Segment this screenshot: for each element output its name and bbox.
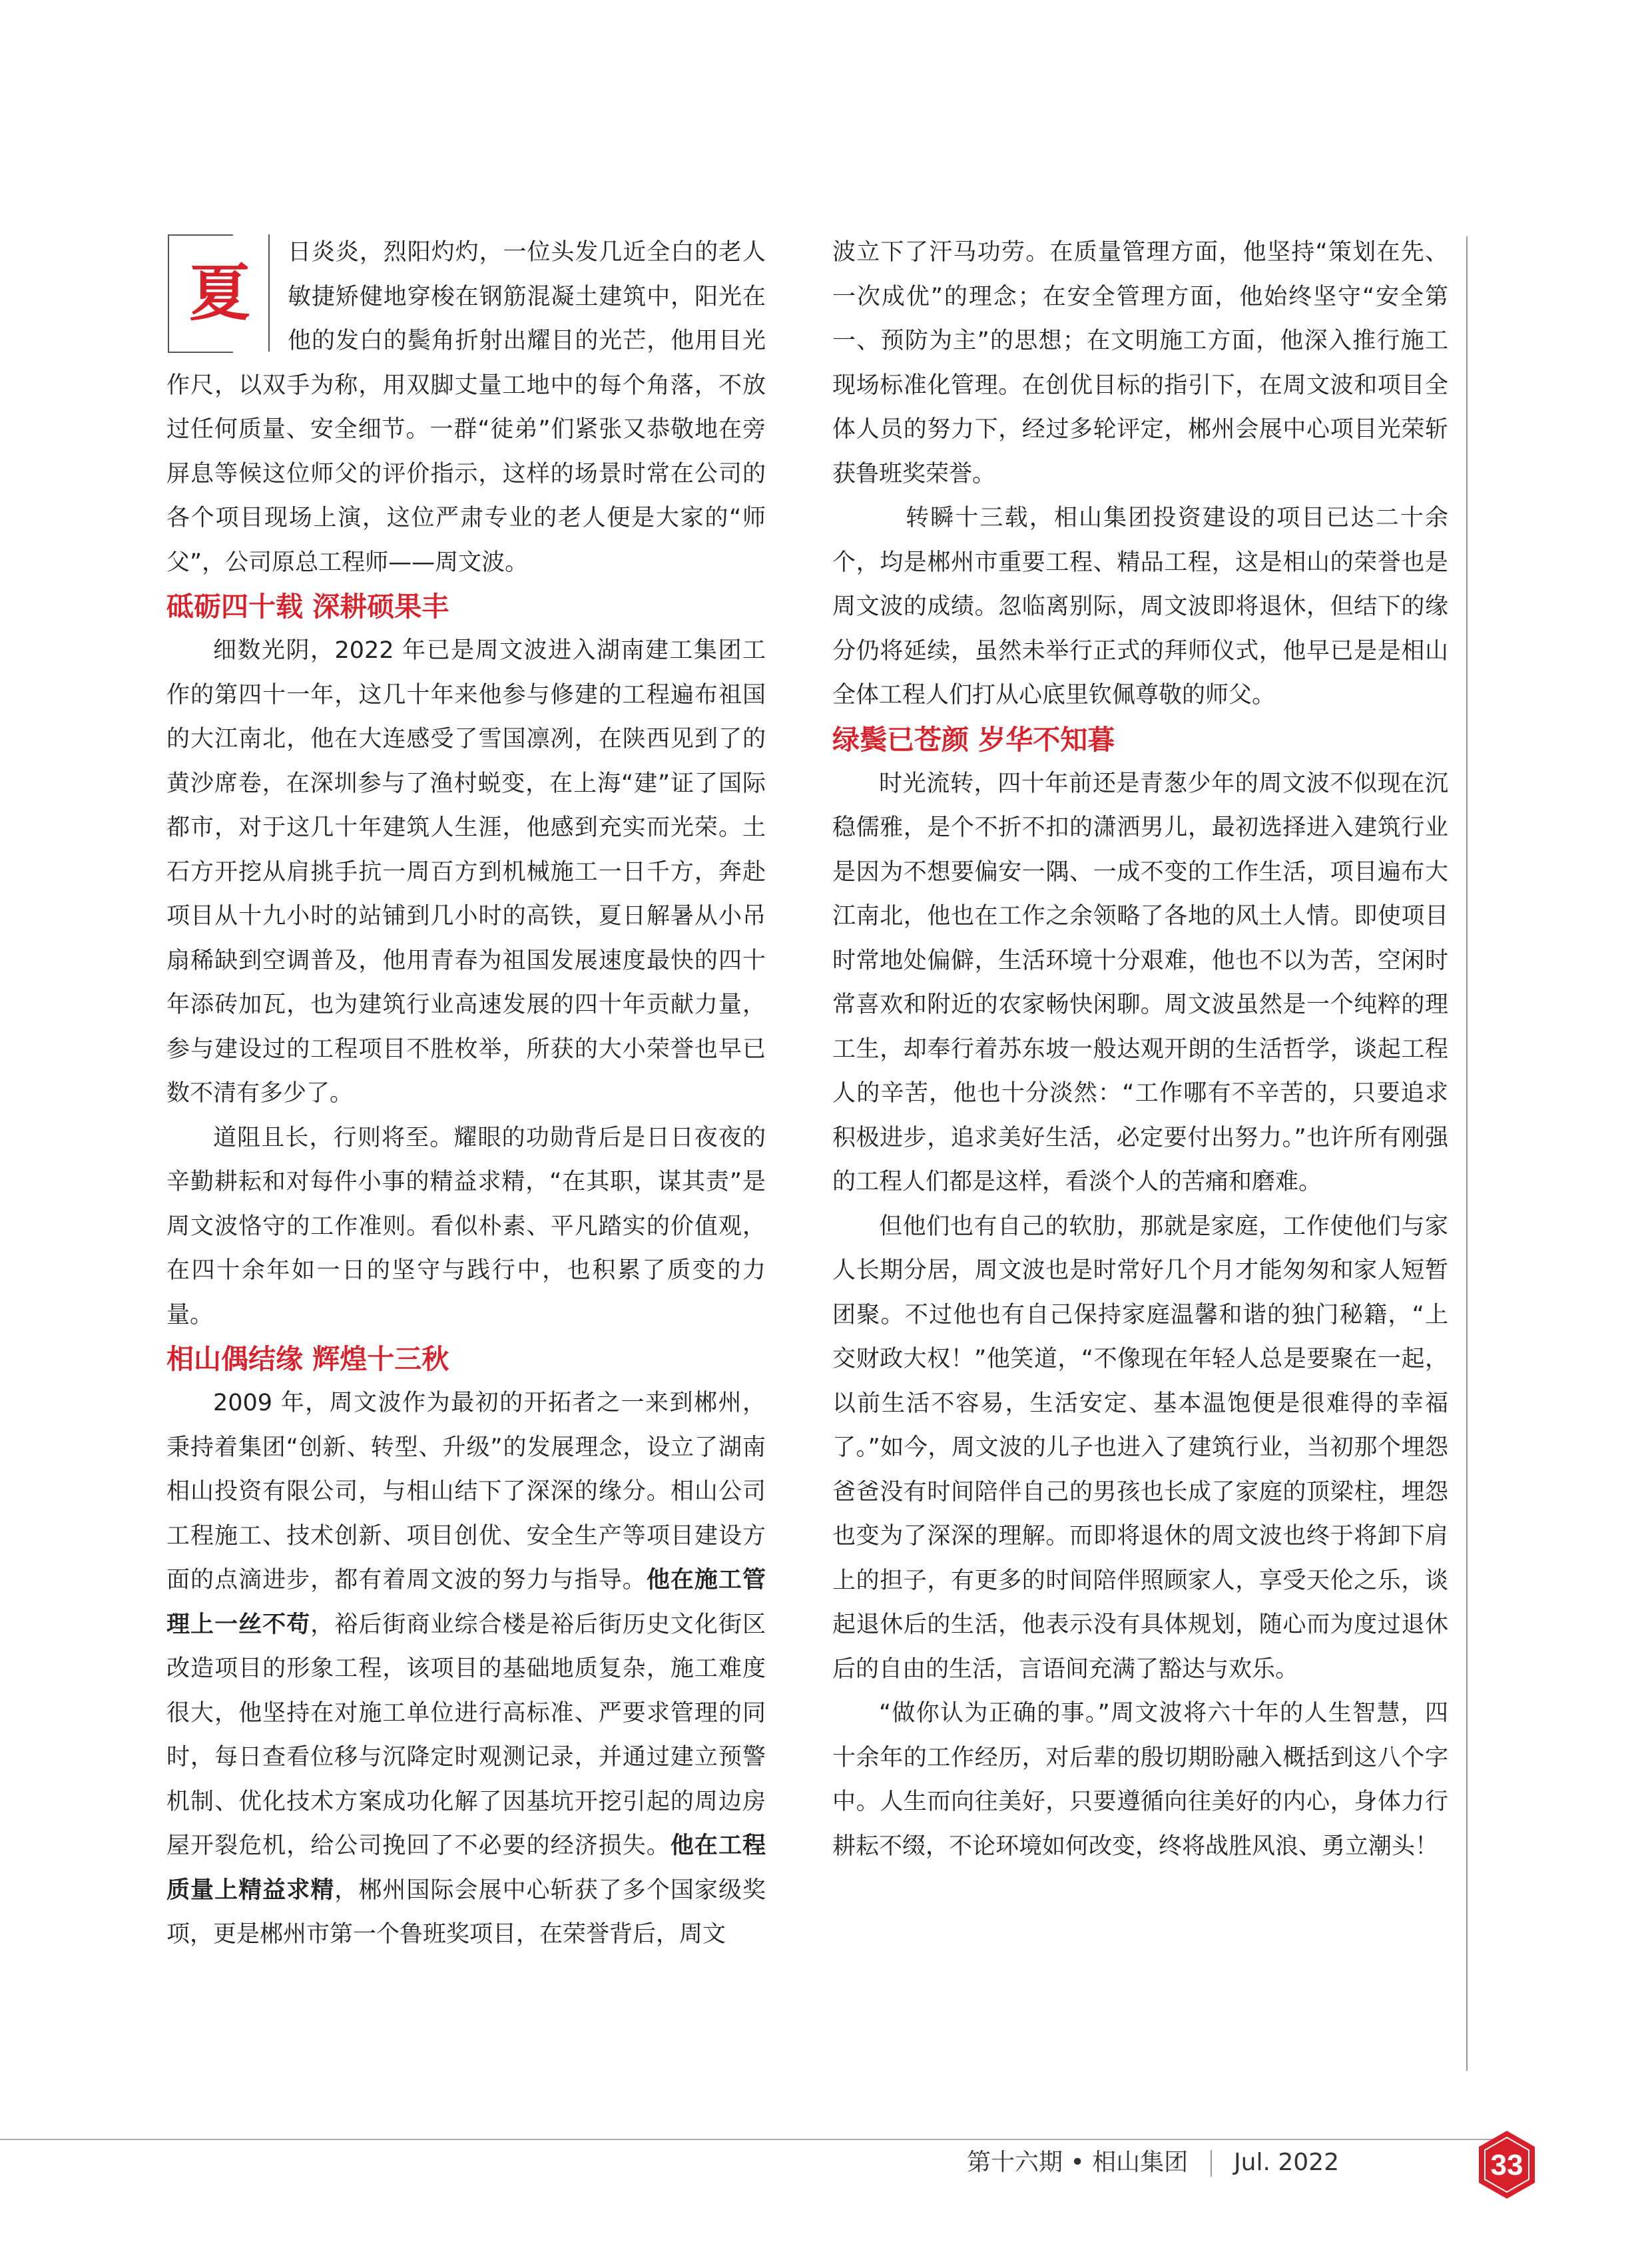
intro-paragraph (166, 230, 766, 585)
column-rule (1466, 236, 1468, 2071)
bold-text: 他在工程质量上精益求精 (166, 1832, 766, 1904)
footer-divider (0, 2139, 1513, 2140)
section-heading-2: 相山偶结缘 辉煌十三秋 (166, 1343, 449, 1375)
footer-dot: • (1070, 2149, 1085, 2176)
paragraph: 时光流转，四十年前还是青葱少年的周文波不似现在沉稳儒雅，是个不折不扣的潇洒男儿，最初选择进入建筑行业是因为不想要偏安一隅、一成不变的工作生活，项目遍布大江南北，他也在工作之余领略了各地的风土人情。即使项目时常地处偏僻，生活环境十分艰难，他也不以为苦，空闲时常喜欢和附近的农家畅快闲聊。周文波虽然是一个纯粹的理工生，却奉行着苏东坡一般达观开朗的生活哲学，谈起工程人的辛苦，他也十分淡然：“工作哪有不辛苦的，只要追求积极进步，追求美好生活，必定要付出努力。”也许所有刚强的工程人们都是这样，看淡个人的苦痛和磨难。 (832, 770, 1448, 1195)
footer-info (967, 2147, 1339, 2179)
paragraph: 波立下了汗马功劳。在质量管理方面，他坚持“策划在先、一次成优”的理念；在安全管理方面，他始终坚守“安全第一、预防为主”的思想；在文明施工方面，他深入推行施工现场标准化管理。在创优目标的指引下，在周文波和项目全体人员的努力下，经过多轮评定，郴州会展中心项目光荣斩获鲁班奖荣誉。 (832, 239, 1448, 487)
paragraph: 2009 年，周文波作为最初的开拓者之一来到郴州，秉持着集团“创新、转型、升级”的发展理念，设立了湖南相山投资有限公司，与相山结下了深深的缘分。相山公司工程施工、技术创新、项目创优、安全生产等项目建设方面的点滴进步，都有着周文波的努力与指导。他在施工管理上一丝不苟，裕后街商业综合楼是裕后街历史文化街区改造项目的形象工程，该项目的基础地质复杂，施工难度很大，他坚持在对施工单位进行高标准、严要求管理的同时，每日查看位移与沉降定时观测记录，并通过建立预警机制、优化技术方案成功化解了因基坑开挖引起的周边房屋开裂危机，给公司挽回了不必要的经济损失。他在工程质量上精益求精，郴州国际会展中心斩获了多个国家级奖项，更是郴州市第一个鲁班奖项目，在荣誉背后，周文 (166, 1390, 766, 1948)
dropcap (166, 233, 274, 356)
section-heading-3: 绿鬓已苍颜 岁华不知暮 (832, 723, 1115, 756)
footer-separator (1211, 2150, 1212, 2177)
paragraph: 转瞬十三载，相山集团投资建设的项目已达二十余个，均是郴州市重要工程、精品工程，这是相山的荣誉也是周文波的成绩。忽临离别际，周文波即将退休，但结下的缘分仍将延续，虽然未举行正式的拜师仪式，他早已是是相山全体工程人们打从心底里钦佩尊敬的师父。 (832, 505, 1448, 708)
footer-company: 相山集团 (1092, 2149, 1189, 2176)
page-number-badge (1477, 2129, 1537, 2200)
paragraph: 但他们也有自己的软肋，那就是家庭，工作使他们与家人长期分居，周文波也是时常好几个月才能匆匆和家人短暂团聚。不过他也有自己保持家庭温馨和谐的独门秘籍，“上交财政大权！”他笑道，“不像现在年轻人总是要聚在一起，以前生活不容易，生活安定、基本温饱便是很难得的幸福了。”如今，周文波的儿子也进入了建筑行业，当初那个埋怨爸爸没有时间陪伴自己的男孩也长成了家庭的顶梁柱，埋怨也变为了深深的理解。而即将退休的周文波也终于将卸下肩上的担子，有更多的时间陪伴照顾家人，享受天伦之乐，谈起退休后的生活，他表示没有具体规划，随心而为度过退休后的自由的生活，言语间充满了豁达与欢乐。 (832, 1213, 1448, 1683)
bold-text: 他在施工管理上一丝不苟 (166, 1567, 766, 1638)
footer-issue: 第十六期 (966, 2149, 1063, 2176)
footer-date: Jul. 2022 (1234, 2149, 1339, 2176)
paragraph: 细数光阴，2022 年已是周文波进入湖南建工集团工作的第四十一年，这几十年来他参与修建的工程遍布祖国的大江南北，他在大连感受了雪国凛冽，在陕西见到了的黄沙席卷，在深圳参与了渔村蜕变，在上海“建”证了国际都市，对于这几十年建筑人生涯，他感到充实而光荣。土石方开挖从肩挑手抗一周百方到机械施工一日千方，奔赴项目从十九小时的站铺到几小时的高铁，夏日解暑从小吊扇稀缺到空调普及，他用青春为祖国发展速度最快的四十年添砖加瓦，也为建筑行业高速发展的四十年贡献力量，参与建设过的工程项目不胜枚举，所获的大小荣誉也早已数不清有多少了。 (166, 637, 766, 1107)
left-column (166, 230, 766, 1957)
right-column (832, 230, 1448, 1868)
paragraph: 道阻且长，行则将至。耀眼的功勋背后是日日夜夜的辛勤耕耘和对每件小事的精益求精，“在其职，谋其责”是周文波恪守的工作准则。看似朴素、平凡踏实的价值观，在四十余年如一日的坚守与践行中，也积累了质变的力量。 (166, 1124, 766, 1328)
section-heading-1: 砥砺四十载 深耕硕果丰 (166, 591, 449, 623)
dropcap-letter: 夏 (189, 257, 251, 329)
page-number: 33 (1490, 2149, 1523, 2181)
paragraph: “做你认为正确的事。”周文波将六十年的人生智慧，四十余年的工作经历，对后辈的殷切期盼融入概括到这八个字中。人生而向往美好，只要遵循向往美好的内心，身体力行耕耘不缀，不论环境如何改变，终将战胜风浪、勇立潮头！ (832, 1700, 1448, 1860)
intro-text: 日炎炎，烈阳灼灼，一位头发几近全白的老人敏捷矫健地穿梭在钢筋混凝土建筑中，阳光在他的发白的鬓角折射出耀目的光芒，他用目光作尺，以双手为称，用双脚丈量工地中的每个角落，不放过任何质量、安全细节。一群“徒弟”们紧张又恭敬地在旁屏息等候这位师父的评价指示，这样的场景时常在公司的各个项目现场上演，这位严肃专业的老人便是大家的“师父”，公司原总工程师——周文波。 (166, 239, 766, 576)
